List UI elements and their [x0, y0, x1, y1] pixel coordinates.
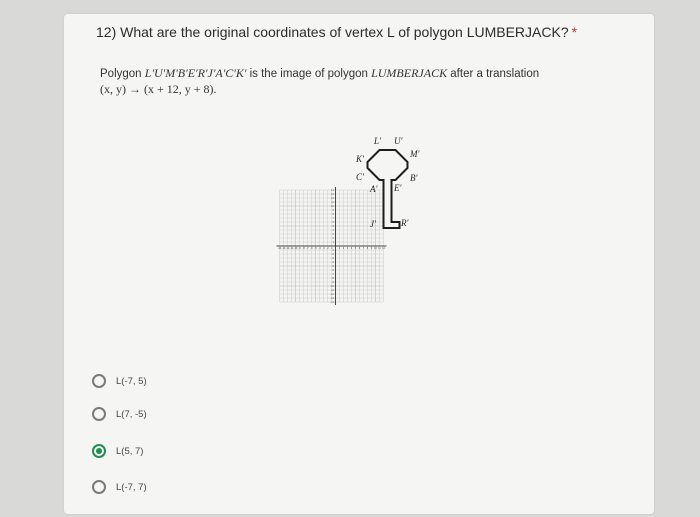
x-tick-label: 11 — [378, 247, 381, 250]
stem-prefix: Polygon — [100, 68, 145, 80]
y-tick-label: -8 — [331, 277, 334, 280]
y-tick-label: -12 — [330, 293, 334, 296]
vertex-label-b: B' — [410, 173, 418, 183]
y-tick-label: 11 — [331, 201, 334, 204]
question-stem — [100, 66, 630, 98]
original-polygon-name: LUMBERJACK — [371, 66, 448, 80]
y-tick-label: -2 — [331, 253, 334, 256]
y-tick-label: 2 — [332, 237, 334, 240]
y-tick-label: 12 — [331, 197, 334, 200]
y-tick-label: -14 — [330, 301, 334, 304]
y-tick-label: -7 — [331, 273, 334, 276]
y-tick-label: -13 — [330, 297, 334, 300]
y-tick-label: 13 — [331, 193, 334, 196]
vertex-label-c: C' — [356, 172, 364, 182]
option-4[interactable] — [92, 478, 147, 496]
x-tick-label: 8 — [366, 247, 369, 250]
y-tick-label: 10 — [331, 205, 334, 208]
y-tick-label: -3 — [331, 257, 334, 260]
translation-rule: (x, y) → (x + 12, y + 8). — [100, 82, 217, 96]
x-tick-label: -6 — [310, 247, 313, 250]
option-label: L(-7, 7) — [116, 481, 147, 493]
vertex-label-e: E' — [394, 183, 402, 193]
x-tick-label: -5 — [314, 247, 317, 250]
y-tick-label: -1 — [331, 249, 334, 252]
x-tick-label: 6 — [358, 247, 361, 250]
coordinate-graph — [226, 122, 448, 354]
x-tick-label: -12 — [285, 247, 290, 250]
stem-mid: is the image of polygon — [246, 68, 372, 80]
x-tick-label: -9 — [298, 247, 301, 250]
y-tick-label: -10 — [330, 285, 334, 288]
x-tick-label: 5 — [354, 247, 357, 250]
y-tick-label: 9 — [332, 209, 334, 212]
vertex-label-m: M' — [410, 149, 420, 159]
option-3[interactable] — [92, 442, 143, 460]
y-tick-label: 8 — [332, 213, 334, 216]
radio-button[interactable] — [92, 374, 106, 388]
x-tick-label: 4 — [350, 247, 353, 250]
radio-button-selected[interactable] — [92, 444, 106, 458]
y-tick-label: -6 — [331, 269, 334, 272]
question-title — [96, 24, 577, 40]
x-tick-label: -3 — [322, 247, 325, 250]
option-1[interactable] — [92, 372, 147, 390]
x-tick-label: -8 — [302, 247, 305, 250]
vertex-label-u: U' — [394, 136, 403, 146]
x-tick-label: 10 — [374, 247, 377, 250]
x-tick-label: 2 — [342, 247, 345, 250]
option-2[interactable] — [92, 405, 147, 423]
vertex-label-r: R' — [401, 218, 409, 228]
required-mark: * — [571, 24, 578, 40]
radio-button[interactable] — [92, 407, 106, 421]
y-tick-label: -4 — [331, 261, 334, 264]
y-tick-label: 1 — [332, 241, 334, 244]
x-tick-label: 3 — [346, 247, 349, 250]
x-tick-label: 7 — [362, 247, 365, 250]
y-tick-label: 5 — [332, 225, 334, 228]
stem-suffix: after a translation — [447, 68, 540, 80]
vertex-label-j: J' — [370, 219, 376, 229]
y-tick-label: 3 — [332, 233, 334, 236]
y-tick-label: 14 — [331, 189, 334, 192]
vertex-label-a: A' — [370, 184, 378, 194]
vertex-label-l: L' — [374, 136, 381, 146]
x-tick-label: -11 — [289, 247, 294, 250]
x-tick-label: -4 — [318, 247, 321, 250]
y-tick-label: 4 — [332, 229, 334, 232]
option-label: L(5, 7) — [116, 445, 144, 457]
y-tick-label: 6 — [332, 221, 334, 224]
y-tick-label: -11 — [330, 289, 334, 292]
x-tick-label: -14 — [277, 247, 282, 250]
x-tick-label: -2 — [326, 247, 329, 250]
x-tick-label: -7 — [306, 247, 309, 250]
question-text: 12) What are the original coordinates of vertex L of polygon LUMBERJACK? — [96, 24, 569, 40]
x-tick-label: -13 — [281, 247, 286, 250]
option-label: L(7, -5) — [116, 408, 147, 420]
option-label: L(-7, 5) — [116, 375, 147, 387]
vertex-label-k: K' — [356, 154, 364, 164]
y-tick-label: -9 — [331, 281, 334, 284]
x-tick-label: 12 — [382, 247, 385, 250]
x-tick-label: -10 — [293, 247, 298, 250]
x-tick-label: 9 — [370, 247, 373, 250]
y-tick-label: 7 — [332, 217, 334, 220]
x-tick-label: 1 — [338, 247, 341, 250]
y-tick-label: -5 — [331, 265, 334, 268]
image-polygon-name: L'U'M'B'E'R'J'A'C'K' — [144, 66, 247, 80]
radio-button[interactable] — [92, 480, 106, 494]
x-tick-label: -1 — [330, 247, 333, 250]
